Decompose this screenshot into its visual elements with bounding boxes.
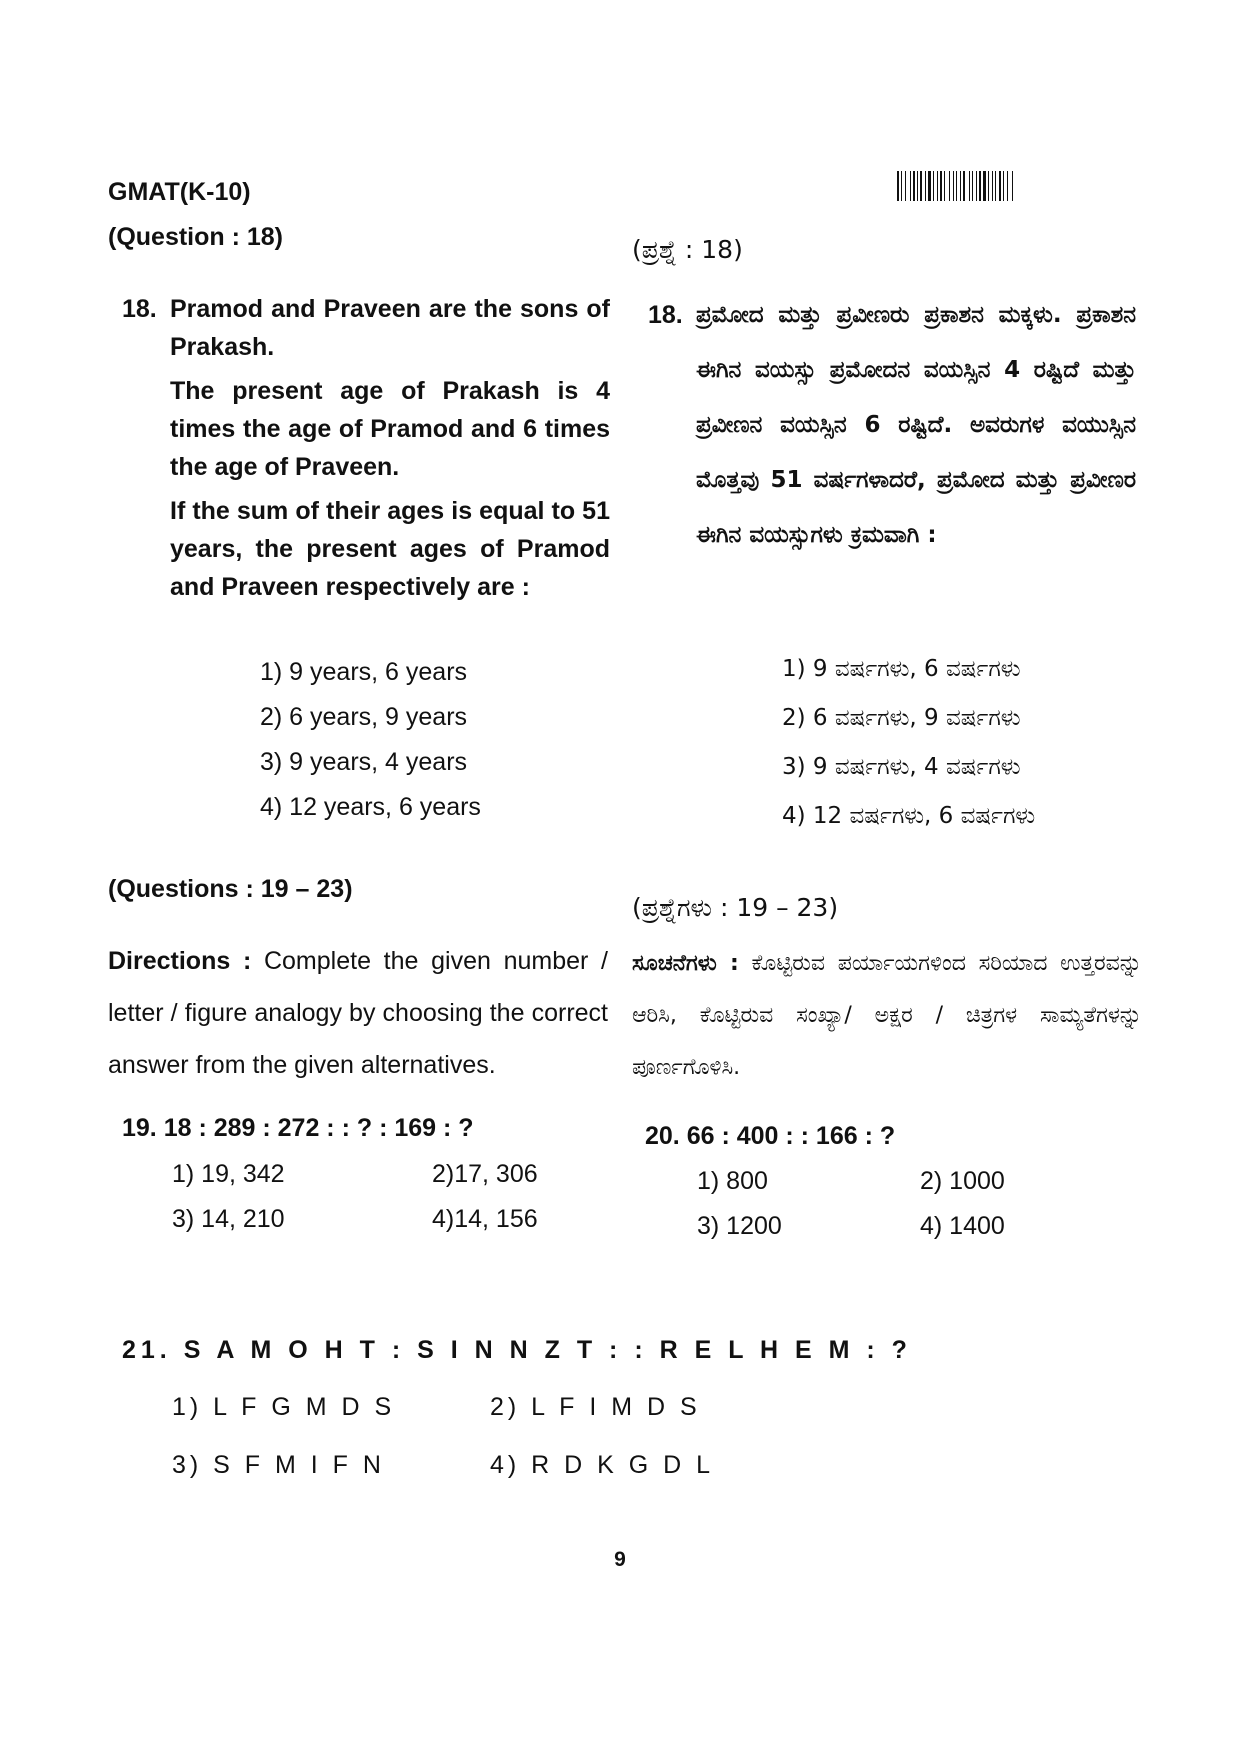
option-3[interactable]: 3) S F M I F N xyxy=(172,1451,385,1479)
question-21: 21. S A M O H T : S I N N Z T : : R E L H E M : ? xyxy=(122,1336,912,1364)
section-label-q19-23-kn: (ಪ್ರಶ್ನೆಗಳು : 19 – 23) xyxy=(632,893,839,922)
directions-label-kn: ಸೂಚನೆಗಳು : xyxy=(632,951,739,976)
question-text-line: Pramod and Praveen are the sons of Prakash. xyxy=(170,295,610,361)
section-label-q18-kn: (ಪ್ರಶ್ನೆ : 18) xyxy=(632,235,743,264)
question-text-line: The present age of Prakash is 4 times the age of Pramod and 6 times the age of Praveen. xyxy=(170,377,610,481)
option-4[interactable]: 4) R D K G D L xyxy=(490,1451,715,1479)
page-number: 9 xyxy=(614,1548,626,1571)
question-19: 19. 18 : 289 : 272 : : ? : 169 : ? xyxy=(122,1114,474,1142)
directions-text: Complete the given number / letter / figure analogy by choosing the correct answer from the given alternatives. xyxy=(108,947,608,1079)
option-1-kn[interactable]: 1) 9 ವರ್ಷಗಳು, 6 ವರ್ಷಗಳು xyxy=(782,656,1021,682)
question-text-kn: ಪ್ರಮೋದ ಮತ್ತು ಪ್ರವೀಣರು ಪ್ರಕಾಶನ ಮಕ್ಕಳು. ಪ್ರಕಾಶನ ಈಗಿನ ವಯಸ್ಸು ಪ್ರಮೋದನ ವಯಸ್ಸಿನ 4 ರಷ್ಟಿದೆ ಮತ್ತು ಪ್ರವೀಣನ ವಯಸ್ಸಿನ 6 ರಷ್ಟಿದೆ. ಅವರುಗಳ ವಯುಸ್ಸಿನ ಮೊತ್ತವು 51 ವರ್ಷಗಳಾದರೆ, ಪ್ರಮೋದ ಮತ್ತು ಪ್ರವೀಣರ ಈಗಿನ ವಯಸ್ಸುಗಳು ಕ್ರಮವಾಗಿ : xyxy=(696,302,1136,548)
paper-code: GMAT(K-10) xyxy=(108,178,251,206)
option-2[interactable]: 2) 1000 xyxy=(920,1167,1005,1195)
option-1[interactable]: 1) 19, 342 xyxy=(172,1160,285,1188)
option-4[interactable]: 4) 1400 xyxy=(920,1212,1005,1240)
option-1[interactable]: 1) L F G M D S xyxy=(172,1393,396,1421)
options-q18-en xyxy=(260,658,481,838)
options-q18-kn xyxy=(782,656,1035,852)
barcode xyxy=(897,171,1107,201)
question-number: 18. xyxy=(648,301,683,329)
option-4[interactable]: 4)14, 156 xyxy=(432,1205,538,1233)
option-1[interactable]: 1) 9 years, 6 years xyxy=(260,658,468,686)
option-2-kn[interactable]: 2) 6 ವರ್ಷಗಳು, 9 ವರ್ಷಗಳು xyxy=(782,705,1021,731)
option-3-kn[interactable]: 3) 9 ವರ್ಷಗಳು, 4 ವರ್ಷಗಳು xyxy=(782,754,1021,780)
option-4[interactable]: 4) 12 years, 6 years xyxy=(260,793,481,821)
option-2[interactable]: 2)17, 306 xyxy=(432,1160,538,1188)
option-3[interactable]: 3) 14, 210 xyxy=(172,1205,285,1233)
option-4-kn[interactable]: 4) 12 ವರ್ಷಗಳು, 6 ವರ್ಷಗಳು xyxy=(782,803,1036,829)
directions-label: Directions : xyxy=(108,947,252,975)
question-18-en xyxy=(122,290,612,650)
option-3[interactable]: 3) 9 years, 4 years xyxy=(260,748,468,776)
question-text-line: If the sum of their ages is equal to 51 years, the present ages of Pramod and Praveen respectively are : xyxy=(170,497,610,601)
question-number: 18. xyxy=(122,295,157,323)
option-2[interactable]: 2) L F I M D S xyxy=(490,1393,701,1421)
option-3[interactable]: 3) 1200 xyxy=(697,1212,782,1240)
directions-en xyxy=(108,935,608,1091)
section-label-q19-23: (Questions : 19 – 23) xyxy=(108,875,353,903)
directions-text-kn: ಕೊಟ್ಟಿರುವ ಪರ್ಯಾಯಗಳಿಂದ ಸರಿಯಾದ ಉತ್ತರವನ್ನು ಆರಿಸಿ, ಕೊಟ್ಟಿರುವ ಸಂಖ್ಯಾ/ ಅಕ್ಷರ / ಚಿತ್ರಗಳ ಸಾಮ್ಯತೆಗಳನ್ನು ಪೂರ್ಣಗೊಳಿಸಿ. xyxy=(632,951,1142,1080)
section-label-q18: (Question : 18) xyxy=(108,223,284,251)
question-20: 20. 66 : 400 : : 166 : ? xyxy=(645,1122,896,1150)
question-18-kn xyxy=(648,288,1138,648)
option-1[interactable]: 1) 800 xyxy=(697,1167,768,1195)
option-2[interactable]: 2) 6 years, 9 years xyxy=(260,703,468,731)
directions-kn xyxy=(632,938,1142,1094)
